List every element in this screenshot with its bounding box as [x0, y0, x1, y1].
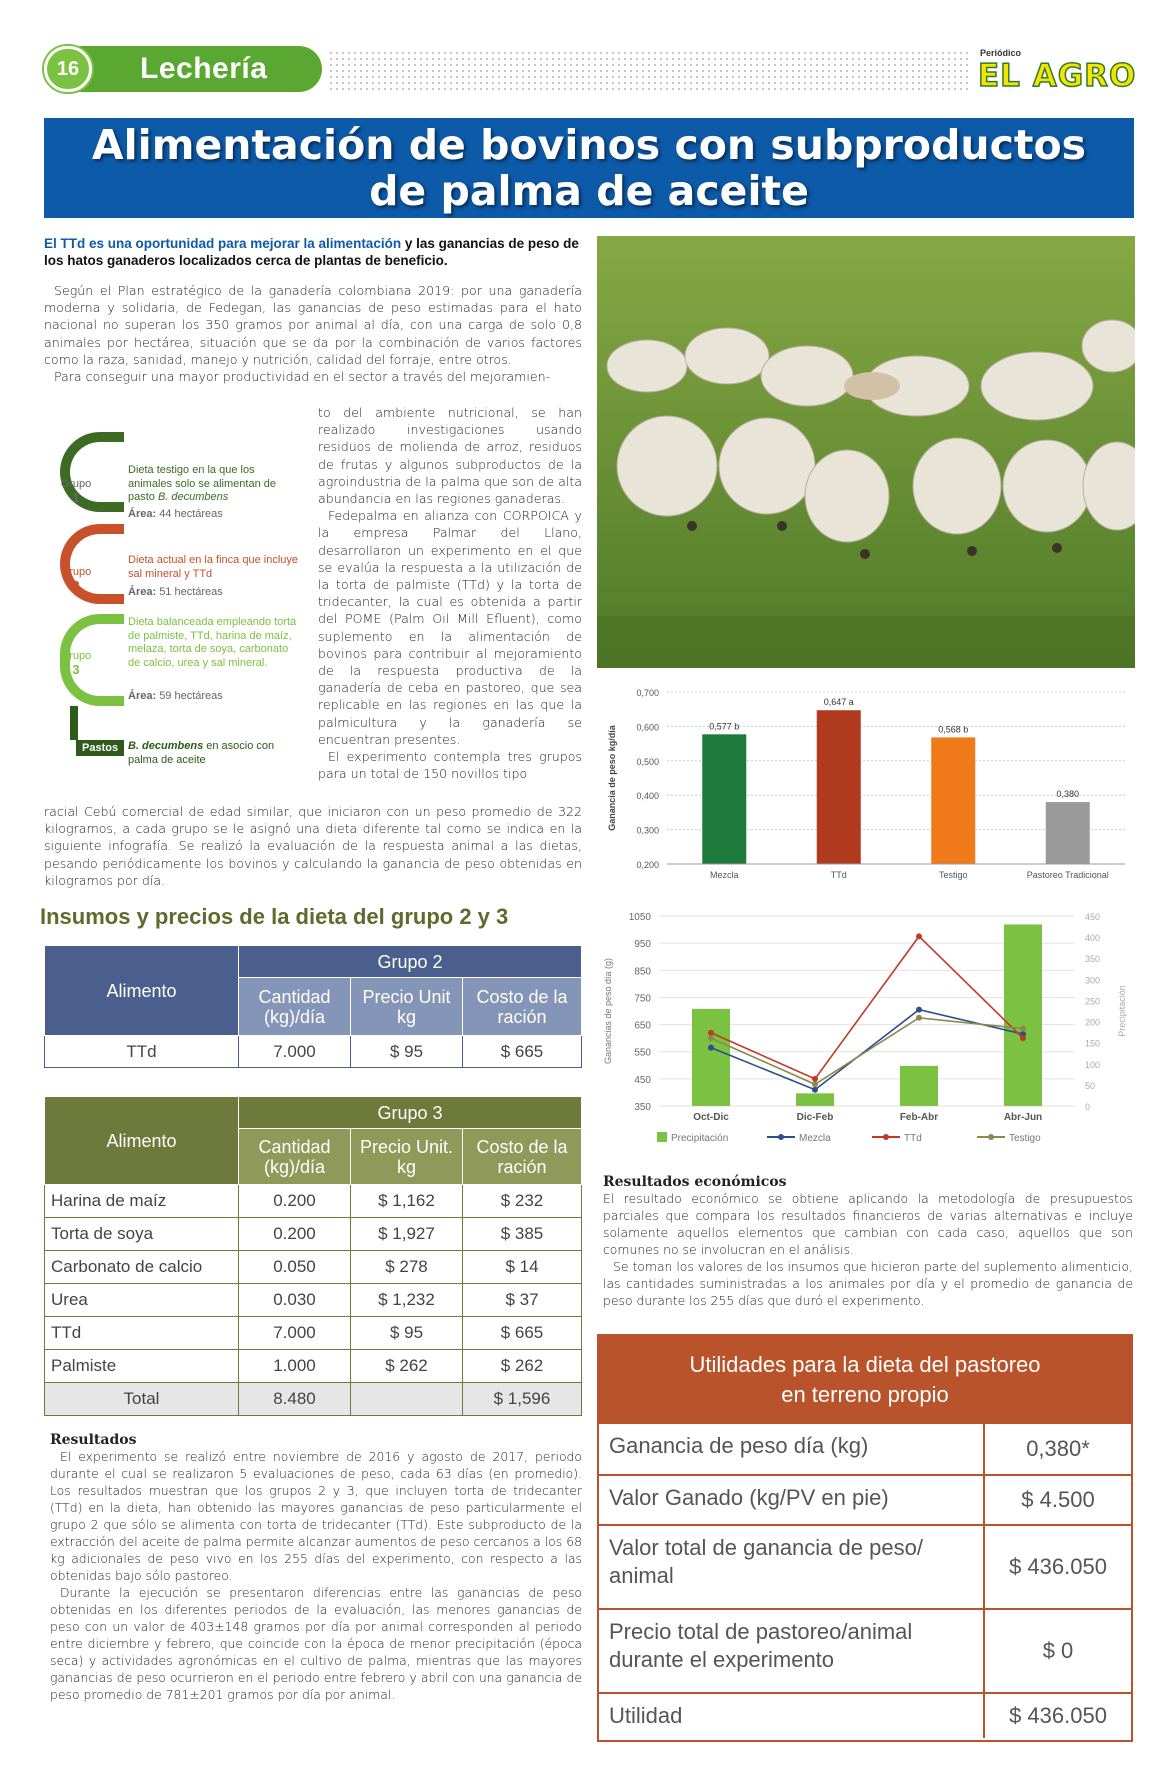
y2-axis-label: Precipitación: [1117, 985, 1127, 1037]
table-g2-header-group: Grupo 2: [239, 946, 582, 978]
legend-label: Precipitación: [671, 1133, 729, 1144]
article-title: [44, 118, 1134, 218]
group-2-badge: [50, 566, 102, 592]
utilidades-row-value: $ 436.050: [1009, 1554, 1107, 1579]
economicos-heading: Resultados económicos: [603, 1174, 787, 1190]
utilidades-row: [599, 1524, 1131, 1608]
table-g3-cell: 0.030: [239, 1284, 351, 1317]
table-g3-cell: 0.050: [239, 1251, 351, 1284]
series-point: [812, 1081, 818, 1087]
lead-highlight: El TTd es una oportunidad para mejorar la alimentación: [44, 236, 402, 251]
table-g3-header-group: Grupo 3: [239, 1097, 582, 1129]
body-paragraph-2a: Para conseguir una mayor productividad en el sector a través del mejoramien-: [54, 369, 551, 385]
article-lead: [44, 235, 582, 269]
table-g3-cell: $ 278: [351, 1251, 463, 1284]
group-1-number: 1: [72, 490, 80, 505]
table-g2-header-alimento: Alimento: [45, 946, 239, 1036]
legend-label: Mezcla: [799, 1133, 831, 1144]
table-g3-cell: 1.000: [239, 1350, 351, 1383]
table-g3-header-cantidad: Cantidad (kg)/día: [239, 1129, 351, 1185]
utilidades-row-label: Valor total de ganancia de peso/ animal: [599, 1526, 985, 1608]
body-paragraph-1-block: [44, 282, 582, 385]
table-g3-header-costo: Costo de la ración: [463, 1129, 582, 1185]
pastos-tag: Pastos: [76, 740, 124, 756]
series-line: [711, 1010, 1023, 1090]
table-g3-cell: Urea: [45, 1284, 239, 1317]
pastos-stem: [70, 706, 80, 740]
y-axis-label: Ganancias de peso día (g): [603, 957, 613, 1065]
y-tick-label: 1050: [628, 912, 651, 923]
pastos-rest: en asocio con palma de aceite: [128, 740, 275, 766]
utilidades-row-value: $ 436.050: [1009, 1703, 1107, 1728]
table-row: [45, 1251, 582, 1284]
table-row: [45, 1218, 582, 1251]
lead-rest: y las ganancias de peso de los hatos ganaderos localizados cerca de plantas de beneficio.: [44, 236, 579, 268]
period-gain-combo-chart-svg: [597, 904, 1135, 1154]
tables-title: Insumos y precios de la dieta del grupo 2 y 3: [40, 904, 509, 929]
y-tick-label: 850: [634, 966, 651, 978]
table-total-row: [45, 1383, 582, 1416]
resultados-body: [50, 1448, 582, 1703]
y2-tick-label: 450: [1085, 912, 1101, 922]
table-g3-cell: $ 14: [463, 1251, 582, 1284]
bar-data-label: 0,568 b: [938, 724, 969, 735]
utilidades-title-line-2: en terreno propio: [781, 1382, 949, 1407]
table-g3-header-alimento: Alimento: [45, 1097, 239, 1185]
table-g3-cell: $ 262: [463, 1350, 582, 1383]
weight-gain-bar-chart-svg: [597, 678, 1135, 888]
header-dot-pattern: [328, 50, 968, 90]
utilidades-row-label: Precio total de pastoreo/animal durante el experimento: [599, 1610, 985, 1692]
table-g3-cell: $ 1,232: [351, 1284, 463, 1317]
group-1-area-label: Área:: [128, 508, 157, 520]
series-line: [711, 936, 1023, 1079]
table-g3-cell: Palmiste: [45, 1350, 239, 1383]
table-g3-total-cost: $ 1,596: [463, 1383, 582, 1416]
pastos-description: [128, 740, 298, 767]
title-line-2: de palma de aceite: [369, 167, 809, 215]
body-paragraph-4a: El experimento contempla tres grupos para un total de 150 novillos tipo: [318, 749, 582, 782]
y-tick-label: 650: [634, 1020, 651, 1032]
y2-tick-label: 50: [1085, 1080, 1096, 1091]
legend-swatch-point: [988, 1134, 994, 1140]
table-g3-cell: $ 37: [463, 1284, 582, 1317]
bar: [702, 734, 746, 864]
group-2-area-value: 51 hectáreas: [159, 586, 223, 598]
bar-data-label: 0,647 a: [823, 697, 854, 708]
y-tick-label: 950: [634, 939, 651, 951]
table-g3-cell: $ 1,162: [351, 1185, 463, 1218]
table-g3-total-qty: 8.480: [239, 1383, 351, 1416]
body-paragraph-1: Según el Plan estratégico de la ganadería colombiana 2019: por una ganadería moderna y solidaria, de Fedegan, las ganancias de peso estimadas para el hato nacional no superan los 350 gramos por animal al día, con una carga de solo 0,8 animales por hectárea, situación que se da por la combinación de varios factores como la raza, sanidad, manejo y nutrición, calidad del forraje, entre otros.: [44, 283, 582, 367]
utilidades-row: [599, 1608, 1131, 1692]
group-1-desc-species: B. decumbens: [157, 491, 229, 503]
economicos-paragraph-1: El resultado económico se obtiene aplicando la metodología de presupuestos parciales que compara los resultados financieros de varias alternativas e incluye solamente aquellos elementos que cambian con cada caso, aquellos que son comunes no se involucran en el análisis.: [603, 1191, 1133, 1257]
series-line: [711, 1018, 1023, 1085]
table-g3-cell: 0.200: [239, 1218, 351, 1251]
legend-label: TTd: [904, 1133, 922, 1144]
cattle-photo: [597, 236, 1135, 668]
body-paragraph-2b: to del ambiente nutricional, se han realizado investigaciones usando residuos de molienda de arroz, residuos de frutas y algunos subproductos de la agroindustria de la palma que son de alta abundancia en las regiones ganaderas.: [318, 405, 582, 507]
y2-tick-label: 100: [1085, 1059, 1101, 1070]
x-tick-label: Oct-Dic: [693, 1112, 729, 1123]
x-tick-label: Dic-Feb: [796, 1112, 834, 1123]
x-tick-label: Pastoreo Tradicional: [1026, 870, 1109, 880]
body-wide-column: [44, 803, 582, 889]
table-g2-header-costo: Costo de la ración: [463, 978, 582, 1036]
y-tick-label: 750: [634, 993, 651, 1005]
x-tick-label: TTd: [830, 870, 847, 880]
y2-tick-label: 0: [1085, 1102, 1091, 1112]
legend-label: Testigo: [1009, 1133, 1041, 1144]
page-number: 16: [44, 46, 92, 92]
table-g2-cell: $ 95: [351, 1036, 463, 1068]
table-g3-cell: $ 1,927: [351, 1218, 463, 1251]
bar: [817, 710, 861, 864]
title-line-1: Alimentación de bovinos con subproductos: [91, 121, 1087, 169]
utilidades-row-label: Ganancia de peso día (kg): [599, 1424, 985, 1474]
group-1-area: [128, 508, 223, 520]
table-g3-header-precio: Precio Unit. kg: [351, 1129, 463, 1185]
utilidades-row-value: 0,380*: [1026, 1436, 1090, 1461]
body-paragraph-3: Fedepalma en alianza con CORPOICA y la empresa Palmar del Llano, desarrollaron un experimento en el que se evalúa la respuesta a la utilización de la torta de palmiste (TTd) y la torta de tridecanter, la cual es obtenida a partir del POME (Palm Oil Mill Efluent), como suplemento en la alimentación de bovinos para contribuir al mejoramiento de la respuesta productiva de la ganadería de ceba en pastoreo, que sea replicable en las regiones en las que la palmicultura y la ganadería se encuentran presentes.: [318, 508, 582, 747]
y2-tick-label: 350: [1085, 954, 1101, 965]
table-row: [45, 1350, 582, 1383]
utilidades-table: [597, 1334, 1133, 1742]
table-group-3: [44, 1096, 582, 1416]
table-g3-total-label: Total: [45, 1383, 239, 1416]
precipitation-bar: [692, 1009, 730, 1106]
x-tick-label: Mezcla: [709, 870, 739, 880]
legend-swatch-precipitacion: [657, 1132, 667, 1142]
series-point: [916, 1007, 922, 1013]
utilidades-row: [599, 1692, 1131, 1738]
series-point: [1020, 1026, 1026, 1032]
table-g3-cell: $ 385: [463, 1218, 582, 1251]
utilidades-row-label: Utilidad: [599, 1694, 985, 1738]
section-label: Lechería: [78, 46, 322, 92]
utilidades-row-label: Valor Ganado (kg/PV en pie): [599, 1476, 985, 1524]
table-g3-cell: 0.200: [239, 1185, 351, 1218]
series-point: [708, 1030, 714, 1036]
table-g2-cell: $ 665: [463, 1036, 582, 1068]
cattle-photo-illustration: [597, 236, 1135, 668]
precipitation-bar: [1004, 924, 1042, 1106]
resultados-paragraph-2: Durante la ejecución se presentaron diferencias entre las ganancias de peso obtenidas en los diferentes periodos de la evaluación, las menores ganancias de peso con un valor de 403±148 gramos por día por animal corresponden al periodo entre diciembre y febrero, que coincide con la época de menor precipitación (época seca) y actividades agronómicas en el cultivo de palma, mientras que las mayores ganancias de peso ocurrieron en el periodo entre febrero y abril con una ganancia de peso promedio de 781±201 gramos por día por animal.: [50, 1585, 582, 1702]
y2-tick-label: 200: [1085, 1017, 1101, 1028]
table-g3-cell: 7.000: [239, 1317, 351, 1350]
group-3-badge: [50, 650, 102, 676]
table-g3-cell: $ 665: [463, 1317, 582, 1350]
table-g2-cell: 7.000: [239, 1036, 351, 1068]
group-2-area: [128, 586, 223, 598]
group-3-description: Dieta balanceada empleando torta de palmiste, TTd, harina de maíz, melaza, torta de soya, carbonato de calcio, urea y sal mineral.: [128, 616, 297, 669]
table-row: [45, 1036, 582, 1068]
bar: [1046, 802, 1090, 864]
utilidades-title-line-1: Utilidades para la dieta del pastoreo: [689, 1352, 1041, 1377]
table-group-2: [44, 945, 582, 1068]
table-row: [45, 1284, 582, 1317]
table-g2-header-cantidad: Cantidad (kg)/día: [239, 978, 351, 1036]
group-2-description: Dieta actual en la finca que incluye sal mineral y TTd: [128, 554, 298, 580]
resultados-section: [50, 1432, 582, 1703]
series-point: [708, 1045, 714, 1051]
y-tick-label: 0,300: [636, 825, 659, 836]
period-gain-combo-chart: [597, 904, 1135, 1154]
economicos-paragraph-2: Se toman los valores de los insumos que hicieron parte del suplemento alimenticio, las cantidades suministradas a los animales por día y el promedio de ganancia de peso durante los 255 días que duró el experimento.: [603, 1259, 1133, 1308]
bar-data-label: 0,380: [1056, 789, 1080, 800]
y2-tick-label: 150: [1085, 1038, 1101, 1049]
legend-swatch-point: [778, 1134, 784, 1140]
y-tick-label: 550: [634, 1047, 651, 1059]
table-g3-cell: $ 232: [463, 1185, 582, 1218]
series-point: [812, 1076, 818, 1082]
y2-tick-label: 250: [1085, 996, 1101, 1007]
precipitation-bar: [796, 1093, 834, 1106]
groups-infographic: [40, 428, 310, 778]
group-2-label: Grupo: [60, 566, 92, 578]
table-g3-cell: Carbonato de calcio: [45, 1251, 239, 1284]
y2-tick-label: 300: [1085, 975, 1101, 986]
series-point: [708, 1035, 714, 1041]
series-point: [1020, 1035, 1026, 1041]
table-g3-cell: $ 262: [351, 1350, 463, 1383]
utilidades-row-value: $ 0: [1042, 1638, 1074, 1663]
pastos-species: B. decumbens: [128, 740, 204, 752]
table-g2-cell: TTd: [45, 1036, 239, 1068]
x-tick-label: Testigo: [938, 870, 968, 880]
y-tick-label: 0,700: [636, 688, 659, 698]
body-narrow-column: [318, 404, 582, 782]
economicos-section: [603, 1174, 1133, 1309]
bar: [931, 737, 975, 864]
brand-kicker: Periódico: [980, 48, 1022, 58]
table-g3-cell: Harina de maíz: [45, 1185, 239, 1218]
table-g3-cell: Torta de soya: [45, 1218, 239, 1251]
x-tick-label: Abr-Jun: [1003, 1112, 1043, 1123]
series-point: [812, 1087, 818, 1093]
body-paragraph-4b: racial Cebú comercial de edad similar, que iniciaron con un peso promedio de 322 kilogramos, a cada grupo se le asignó una dieta diferente tal como se indica en la siguiente infografía. Se realizó la evaluación de la respuesta animal a las dietas, pesando periódicamente los bovinos y calculando la ganancia de peso obtenidas en kilogramos por día.: [44, 804, 582, 888]
resultados-heading: Resultados: [50, 1432, 137, 1448]
table-g3-total-price: [351, 1383, 463, 1416]
table-row: [45, 1185, 582, 1218]
y-tick-label: 350: [634, 1102, 651, 1113]
group-1-label: Grupo: [60, 478, 92, 490]
table-g2-header-precio: Precio Unit kg: [351, 978, 463, 1036]
economicos-body: [603, 1190, 1133, 1309]
y-tick-label: 0,500: [636, 756, 659, 767]
utilidades-row: [599, 1422, 1131, 1474]
bar-data-label: 0,577 b: [709, 721, 740, 732]
utilidades-row: [599, 1474, 1131, 1524]
group-3-number: 3: [72, 662, 80, 677]
y2-tick-label: 400: [1085, 933, 1101, 944]
table-g3-cell: TTd: [45, 1317, 239, 1350]
weight-gain-bar-chart: [597, 678, 1135, 888]
group-2-number: 2: [72, 578, 80, 593]
legend-swatch-point: [883, 1134, 889, 1140]
x-tick-label: Feb-Abr: [899, 1112, 939, 1123]
group-1-badge: [50, 478, 102, 504]
group-1-description: [128, 464, 288, 505]
y-tick-label: 0,200: [636, 860, 659, 870]
utilidades-row-value: $ 4.500: [1021, 1487, 1095, 1512]
group-3-area: [128, 690, 223, 702]
y-axis-label: Ganancia de peso kg/día: [607, 725, 617, 831]
group-3-label: Grupo: [60, 650, 92, 662]
y-tick-label: 0,400: [636, 791, 659, 802]
group-1-area-value: 44 hectáreas: [159, 508, 223, 520]
y-tick-label: 0,600: [636, 722, 659, 733]
group-2-arc: [60, 524, 124, 604]
y-tick-label: 450: [634, 1074, 651, 1086]
brand-logo: EL AGRO: [978, 58, 1137, 94]
group-2-area-label: Área:: [128, 586, 157, 598]
series-point: [916, 933, 922, 939]
precipitation-bar: [900, 1066, 938, 1106]
utilidades-title: [599, 1336, 1131, 1422]
group-3-area-value: 59 hectáreas: [159, 690, 223, 702]
group-1-desc-text: Dieta testigo en la que los animales solo se alimentan de pasto: [128, 464, 276, 503]
table-g3-cell: $ 95: [351, 1317, 463, 1350]
group-3-area-label: Área:: [128, 690, 157, 702]
table-row: [45, 1317, 582, 1350]
resultados-paragraph-1: El experimento se realizó entre noviembre de 2016 y agosto de 2017, periodo durante el cual se realizaron 5 evaluaciones de peso, cada 63 días (en promedio). Los resultados muestran que los grupos 2 y 3, que incluyen torta de tridecanter (TTd) en la dieta, han obtenido las mayores ganancias de peso particularmente el grupo 2 que sólo se alimenta con torta de tridecanter (TTd). Este subproducto de la extracción del aceite de palma permite alcanzar aumentos de peso cercanos a los 68 kg adicionales de peso vivo en los 255 días del experimento, con respecto a las obtenidas bajo sólo pastoreo.: [50, 1449, 582, 1583]
series-point: [916, 1015, 922, 1021]
